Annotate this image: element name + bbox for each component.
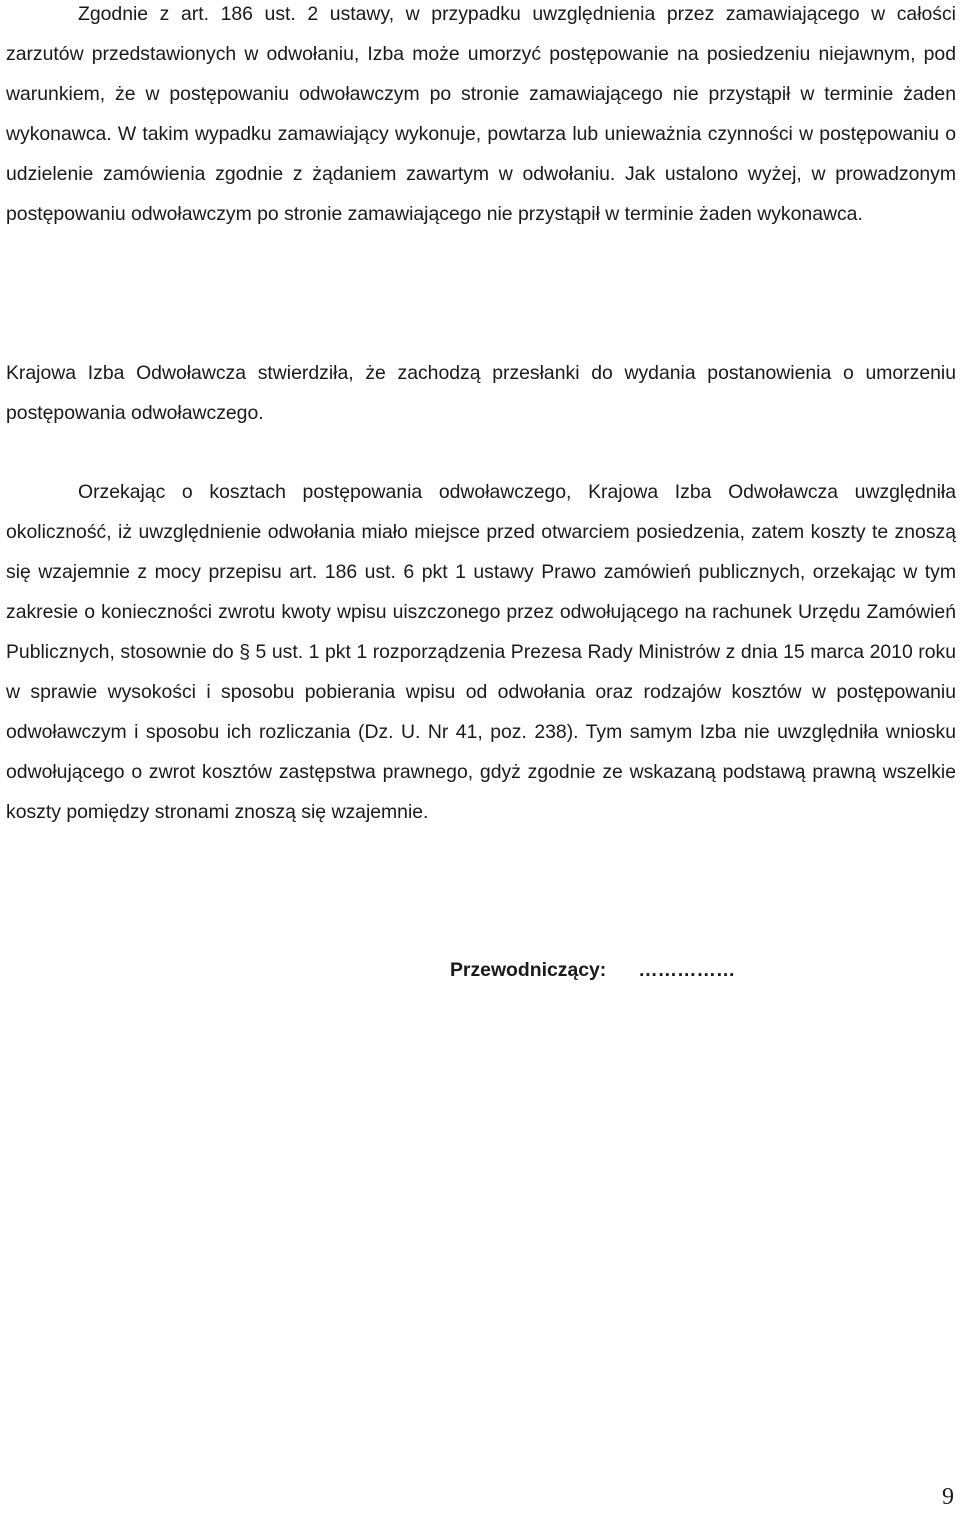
signature-block	[450, 950, 735, 990]
signature-placeholder: ……………	[638, 959, 736, 981]
paragraph-umorzenie-legal-basis: Zgodnie z art. 186 ust. 2 ustawy, w przypadku uwzględnienia przez zamawiającego w całości zarzutów przedstawionych w odwołaniu, Izba może umorzyć postępowanie na posiedzeniu niejawnym, pod warunkiem, że w postępowaniu odwoławczym po stronie zamawiającego nie przystąpił w terminie żaden wykonawca. W takim wypadku zamawiający wykonuje, powtarza lub unieważnia czynności w postępowaniu o udzielenie zamówienia zgodnie z żądaniem zawartym w odwołaniu. Jak ustalono wyżej, w prowadzonym postępowaniu odwoławczym po stronie zamawiającego nie przystąpił w terminie żaden wykonawca.	[6, 3, 956, 225]
signature-label: Przewodniczący:	[450, 959, 607, 981]
paragraph-costs: Orzekając o kosztach postępowania odwoławczego, Krajowa Izba Odwoławcza uwzględniła okoliczność, iż uwzględnienie odwołania miało miejsce przed otwarciem posiedzenia, zatem koszty te znoszą się wzajemnie z mocy przepisu art. 186 ust. 6 pkt 1 ustawy Prawo zamówień publicznych, orzekając w tym zakresie o konieczności zwrotu kwoty wpisu uiszczonego przez odwołującego na rachunek Urzędu Zamówień Publicznych, stosownie do § 5 ust. 1 pkt 1 rozporządzenia Prezesa Rady Ministrów z dnia 15 marca 2010 roku w sprawie wysokości i sposobu pobierania wpisu od odwołania oraz rodzajów kosztów w postępowaniu odwoławczym i sposobu ich rozliczania (Dz. U. Nr 41, poz. 238). Tym samym Izba nie uwzględniła wniosku odwołującego o zwrot kosztów zastępstwa prawnego, gdyż zgodnie ze wskazaną podstawą prawną wszelkie koszty pomiędzy stronami znoszą się wzajemnie.	[6, 481, 956, 823]
paragraph-umorzenie-decision: Krajowa Izba Odwoławcza stwierdziła, że zachodzą przesłanki do wydania postanowienia o umorzeniu postępowania odwoławczego.	[6, 362, 956, 424]
page-number: 9	[942, 1484, 954, 1510]
